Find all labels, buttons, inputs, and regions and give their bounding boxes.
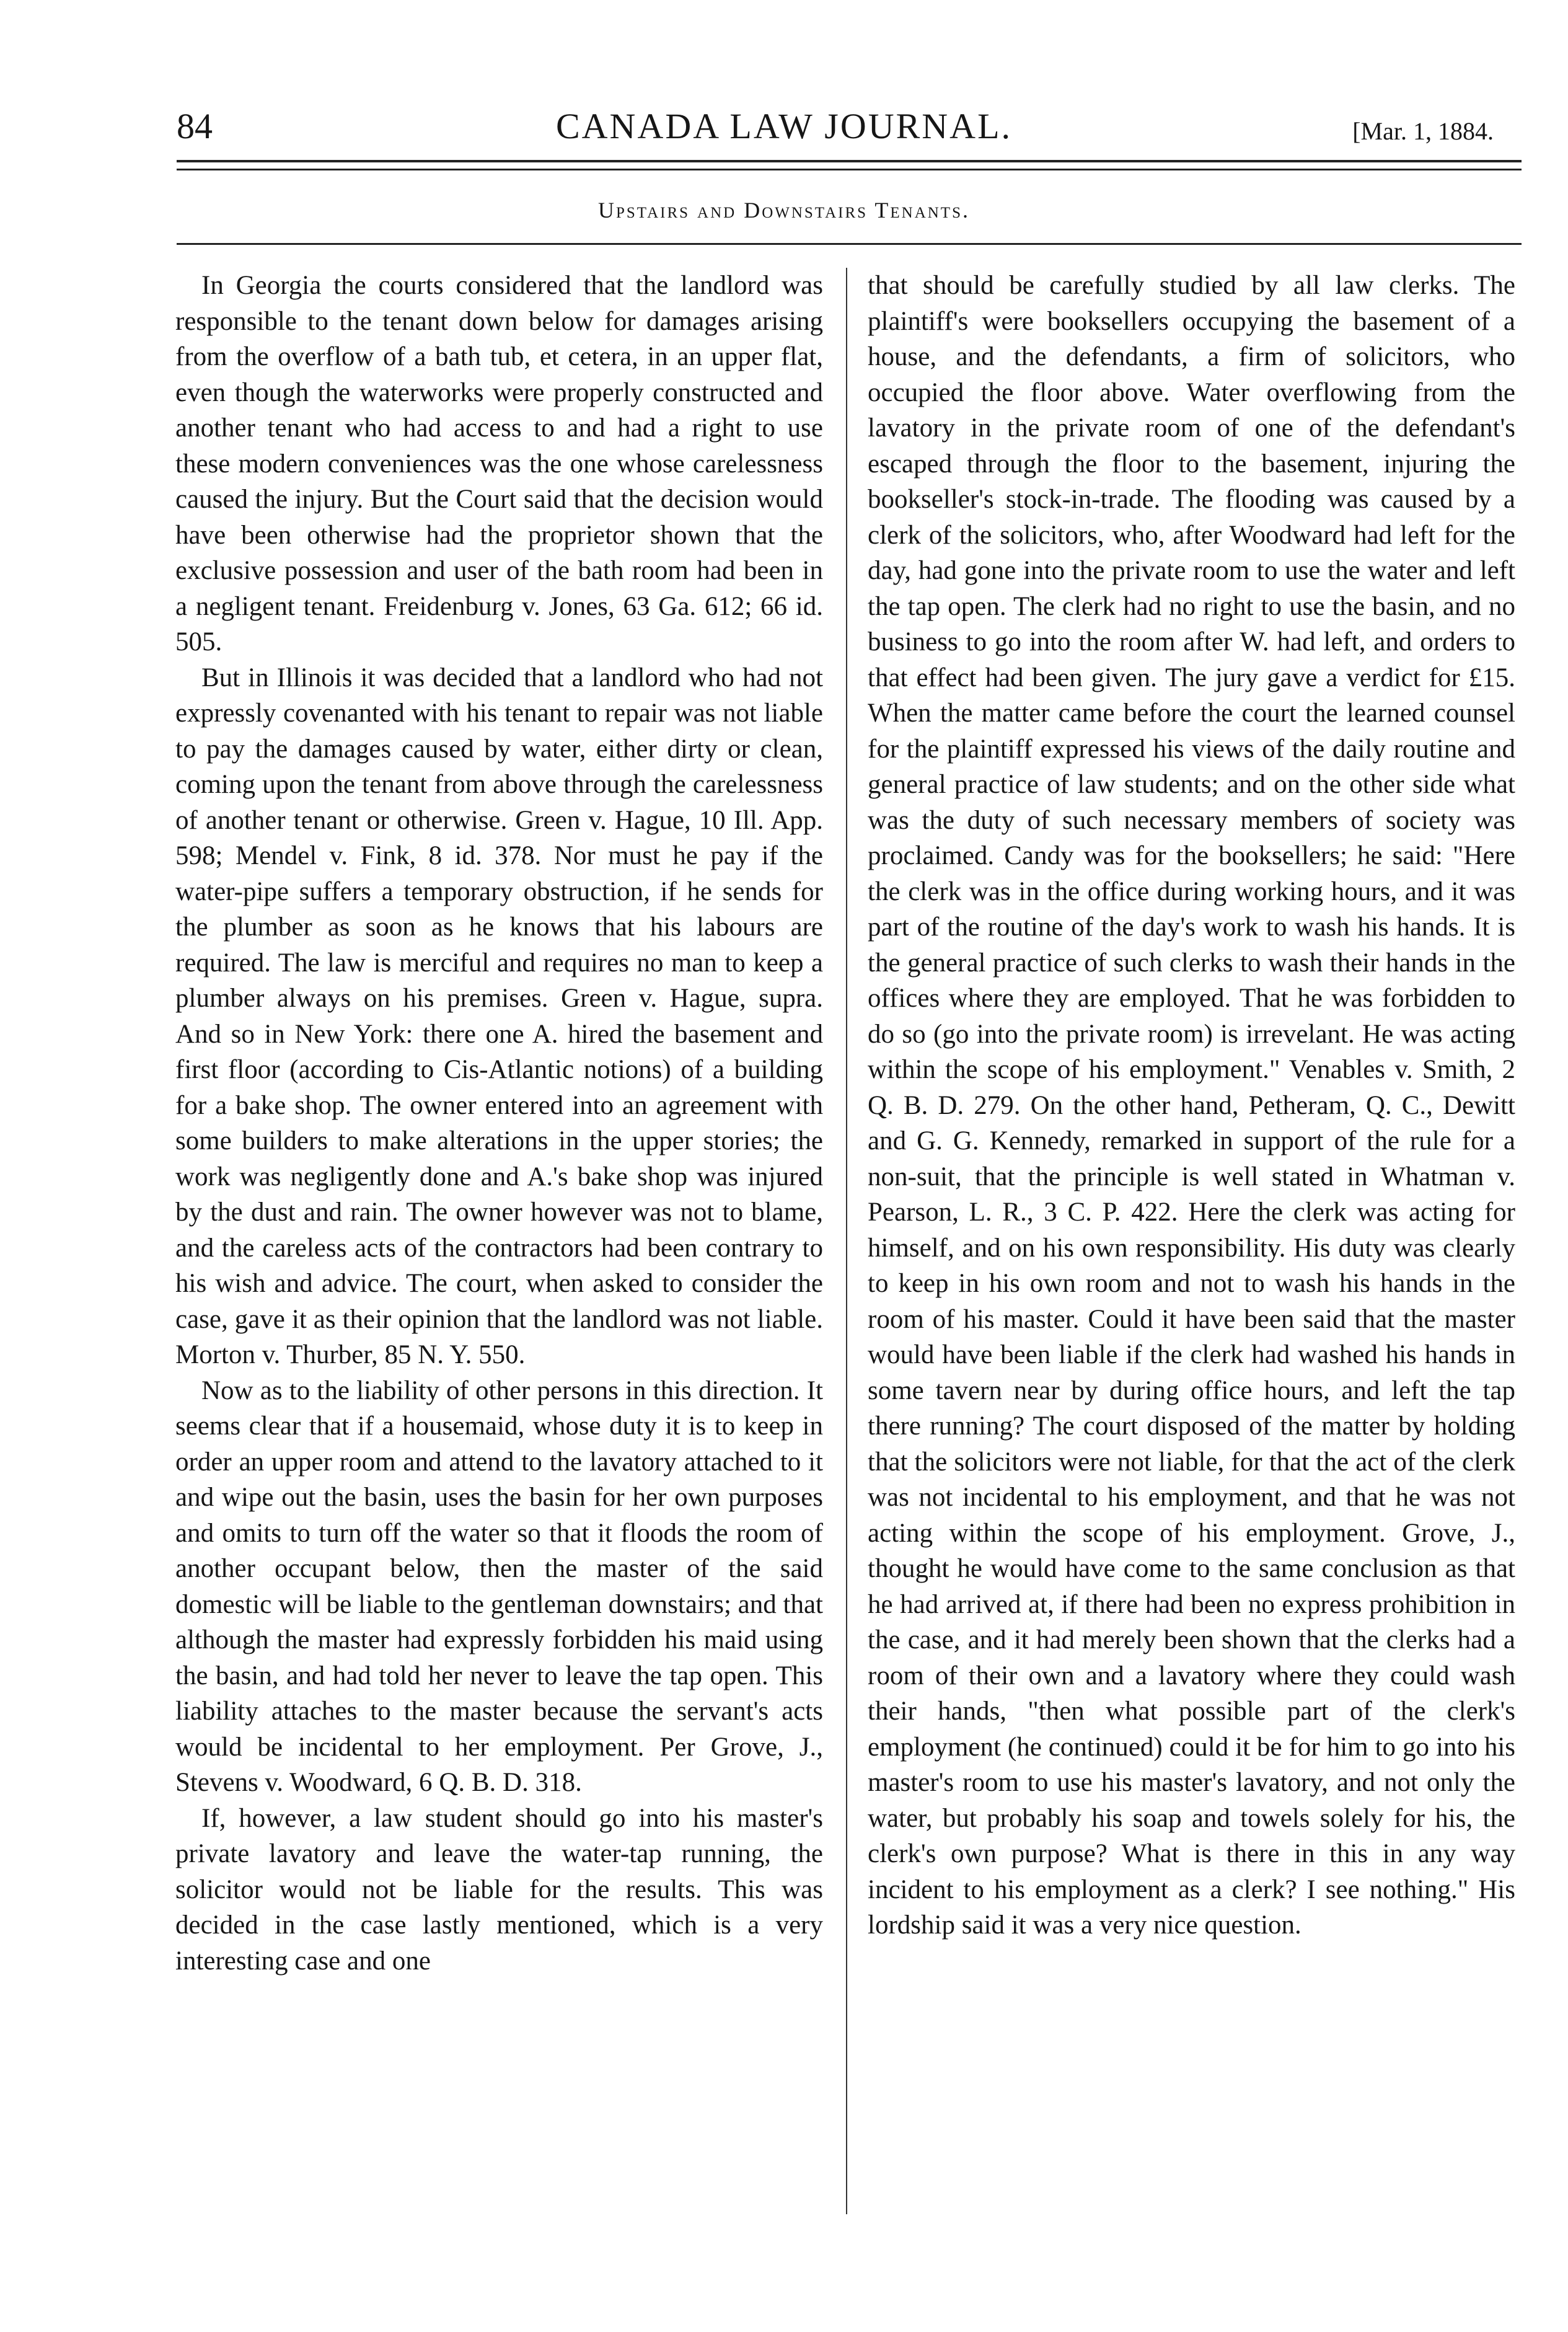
header-rule-top <box>177 160 1522 162</box>
page-number: 84 <box>177 106 213 146</box>
left-column <box>175 268 823 2239</box>
running-head <box>0 105 1568 167</box>
column-divider <box>846 268 847 2214</box>
paragraph-continued: that should be carefully studied by all law clerks. The plaintiff's were booksellers occupying the basement of a house, and the defendants, a firm of solicitors, who occupied the floor above. Water overflowing from the lavatory in the private room of one of the defendant's escaped through the floor to the basement, injuring the bookseller's stock-in-trade. The flooding was caused by a clerk of the solicitors, who, after Woodward had left for the day, had gone into the private room to use the water and left the tap open. The clerk had no right to use the basin, and no business to go into the room after W. had left, and orders to that effect had been given. The jury gave a verdict for £15. When the matter came before the court the learned counsel for the plaintiff expressed his views of the daily routine and general practice of law students; and on the other side what was the duty of such necessary members of society was proclaimed. Candy was for the booksellers; he said: "Here the clerk was in the office during working hours, and it was part of the routine of the day's work to wash his hands. It is the general practice of such clerks to wash their hands in the offices where they are employed. That he was forbidden to do so (go into the private room) is irrevelant. He was acting within the scope of his employment." Venables v. Smith, 2 Q. B. D. 279. On the other hand, Petheram, Q. C., Dewitt and G. G. Kennedy, remarked in support of the rule for a non-suit, that the principle is well stated in Whatman v. Pearson, L. R., 3 C. P. 422. Here the clerk was acting for himself, and on his own responsibility. His duty was clearly to keep in his own room and not to wash his hands in the room of his master. Could it have been said that the master would have been liable if the clerk had washed his hands in some tavern near by during office hours, and left the tap there running? The court disposed of the matter by holding that the solicitors were not liable, for that the act of the clerk was not incidental to his employment, and that he was not acting within the scope of his employment. Grove, J., thought he would have come to the same conclusion as that he had arrived at, if there had been no express prohibition in the case, and it had merely been shown that the clerks had a room of their own and a lavatory where they could wash their hands, "then what possible part of the clerk's employment (he continued) could it be for him to go into his master's room to use his master's lavatory, and not only the water, but probably his soap and towels solely for his, the clerk's own purpose? What is there in this in any way incident to his employment as a clerk? I see nothing." His lordship said it was a very nice question. <box>868 271 1515 1940</box>
journal-title: CANADA LAW JOURNAL. <box>555 106 1012 146</box>
paragraph-illinois: But in Illinois it was decided that a landlord who had not expressly covenanted with his tenant to repair was not liable to pay the damages caused by water, either dirty or clean, coming upon the tenant from above through the carelessness of another tenant or otherwise. Green v. Hague, 10 Ill. App. 598; Mendel v. Fink, 8 id. 378. Nor must he pay if the water-pipe suffers a temporary obstruction, if he sends for the plumber as soon as he knows that his labours are required. The law is merciful and requires no man to keep a plumber always on his premises. Green v. Hague, supra. And so in New York: there one A. hired the basement and first floor (according to Cis-Atlantic notions) of a building for a bake shop. The owner entered into an agreement with some builders to make alterations in the upper stories; the work was negligently done and A.'s bake shop was injured by the dust and rain. The owner however was not to blame, and the careless acts of the contractors had been contrary to his wish and advice. The court, when asked to consider the case, gave it as their opinion that the landlord was not liable. Morton v. Thurber, 85 N. Y. 550. <box>175 663 823 1369</box>
paragraph-housemaid: Now as to the liability of other persons in this direction. It seems clear that if a housemaid, whose duty it is to keep in order an upper room and attend to the lavatory attached to it and wipe out the basin, uses the basin for her own purposes and omits to turn off the water so that it floods the room of another occupant below, then the master of the said domestic will be liable to the gentleman downstairs; and that although the master had expressly forbidden his maid using the basin, and had told her never to leave the tap open. This liability attaches to the master because the servant's acts would be incidental to her employment. Per Grove, J., Stevens v. Woodward, 6 Q. B. D. 318. <box>175 1376 823 1797</box>
header-rule-bottom <box>177 169 1522 170</box>
paragraph-law-student: If, however, a law student should go into his master's private lavatory and leave the water-tap running, the solicitor would not be liable for the results. This was decided in the case lastly mentioned, which is a very interesting case and one <box>175 1803 823 1976</box>
section-title: Upstairs and Downstairs Tenants. <box>598 198 970 223</box>
issue-date: [Mar. 1, 1884. <box>1352 117 1494 145</box>
section-rule <box>177 243 1522 245</box>
paragraph-georgia: In Georgia the courts considered that the landlord was responsible to the tenant down below for damages arising from the overflow of a bath tub, et cetera, in an upper flat, even though the waterworks were properly constructed and another tenant who had access to and had a right to use these modern conveniences was the one whose carelessness caused the injury. But the Court said that the decision would have been otherwise had the proprietor shown that the exclusive possession and user of the bath room had been in a negligent tenant. Freidenburg v. Jones, 63 Ga. 612; 66 id. 505. <box>175 271 823 656</box>
right-column <box>868 268 1515 2239</box>
